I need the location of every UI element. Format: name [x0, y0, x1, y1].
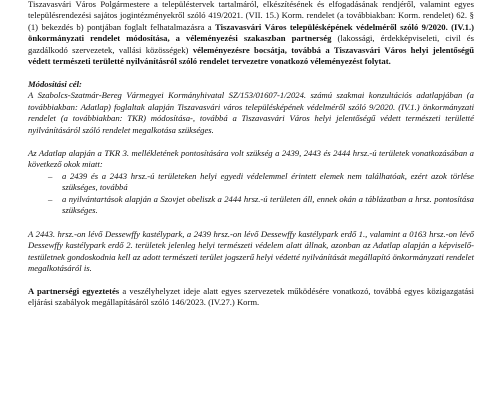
reasons-list: [28, 171, 474, 217]
list-item: [28, 194, 474, 217]
intro-bold-subject: Tiszavasvári Város településképének védelméről szóló 9/2020. (IV.1.) önkormányzati rendelet módosítása, a véleményezési szakaszban partnerség: [28, 21, 474, 44]
list-item-text: a nyilvántartások alapján a Szovjet obeliszk a 2444 hrsz.-ú területen áll, ennek okán a táblázatban a hrsz. pontosítása szükséges.: [62, 193, 474, 216]
intro-bold-consultation: véleményezésre bocsátja, továbbá a Tiszavasvári Város helyi jelentőségű védett természeti területté nyilvánításról szóló rendelet tervezetre vonatkozó véleményezést folytat.: [28, 44, 474, 67]
protection-paragraph: A 2443. hrsz.-on lévő Dessewffy kastélypark, a 2439 hrsz.-on lévő Dessewffy kastélypark erdő 1., valamint a 0163 hrsz.-on lévő Dessewffy kastélypark erdő 2. területek jelenleg helyi természeti védelem alatt állnak, azonban az Adatlap alapján a képviselő-testületnek gondoskodnia kell az adott természeti terület jogszerű helyi védetté nyilvánítását megállapító önkormányzati rendelet megalkotásáról is.: [28, 228, 474, 274]
closing-bold: A partnerségi egyeztetés: [28, 285, 120, 296]
document-page: [28, 0, 474, 308]
list-item-text: a 2439 és a 2443 hrsz.-ú területeken helyi egyedi védelemmel érintett elemek nem találhatóak, ezért azok törlése szükséges, továbbá: [62, 170, 474, 193]
intro-paragraph: [28, 0, 474, 68]
closing-text: a veszélyhelyzet ideje alatt egyes szervezetek működésére vonatkozó, továbbá egyes közigazgatási eljárási szabályok megállapításáról szóló 146/2023. (IV.27.) Korm.: [28, 285, 474, 307]
dash-marker: ‒: [48, 193, 53, 204]
list-item: [28, 171, 474, 194]
closing-paragraph: [28, 286, 474, 309]
section-heading: Módosítási cél:: [28, 78, 82, 89]
intro-text: Tiszavasvári Város Polgármestere a településtervek tartalmáról, elkészítésének és elfogadásának rendjéről, valamint egyes településrendezési sajátos jogintézményekről szóló 419/2021. (VII. 15.) Korm. rendelet (a továbbiakban: Korm. rendelet) 62. § (1) bekezdés b) pontjában foglalt felhatalmazásra a: [28, 0, 474, 32]
dash-marker: ‒: [48, 170, 53, 181]
datasheet-paragraph: Az Adatlap alapján a TKR 3. mellékletének pontosítására volt szükség a 2439, 2443 és 2444 hrsz.-ú területek vonatkozásában a következő okok miatt:: [28, 147, 474, 170]
purpose-paragraph: A Szabolcs-Szatmár-Bereg Vármegyei Kormányhivatal SZ/153/01607-1/2024. számú szakmai konzultációs adatlapjában (a továbbiakban: Adatlap) foglaltak alapján Tiszavasvári város településképének védelméről szóló 9/2020. (IV.1.) önkormányzati rendelet (a továbbiakban: TKR) módosítása-, továbbá a Tiszavasvári Város helyi jelentőségű védett természeti területté nyilvánításáról szóló rendelet megalkotása szükséges.: [28, 90, 474, 135]
intro-partners-text: (lakossági, érdekképviseleti, civil és gazdálkodó szervezetek, vallási közösségek): [28, 33, 474, 55]
